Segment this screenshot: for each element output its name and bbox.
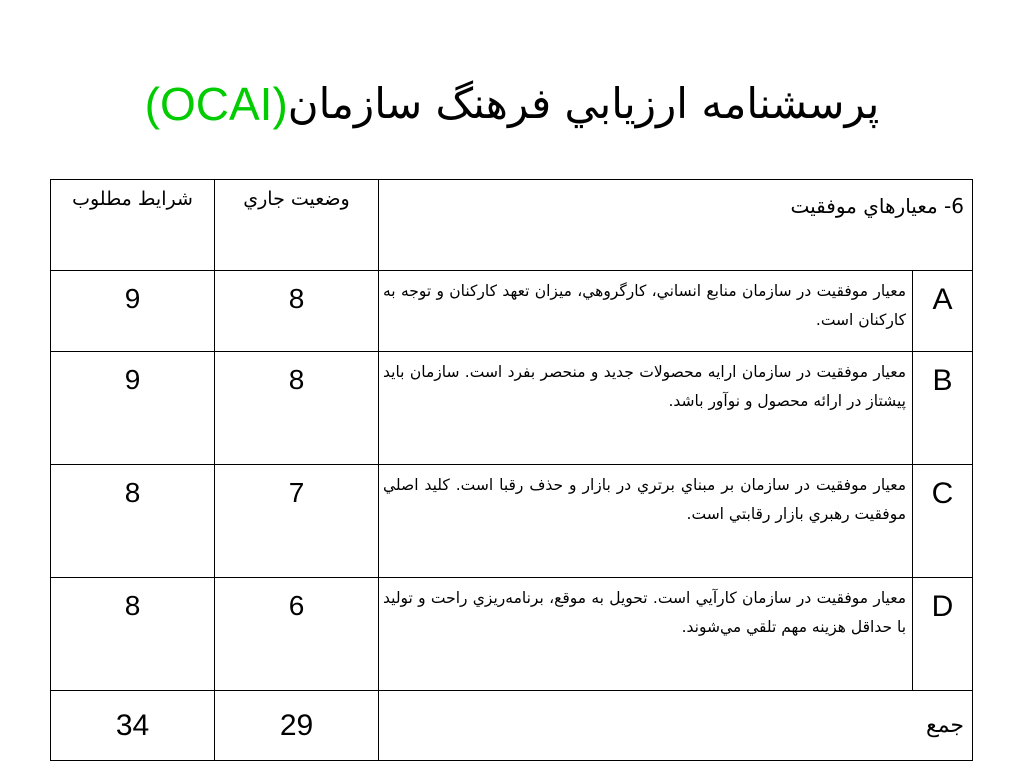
desired-score: 9 xyxy=(51,271,215,352)
section-title: 6- معيارهاي موفقيت xyxy=(379,180,973,271)
row-description: معيار موفقيت در سازمان كارآيي است. تحويل به موقع، برنامه‌ريزي راحت و توليد با حداقل هزينه مهم تلقي مي‌شوند. xyxy=(379,578,913,691)
total-desired: 34 xyxy=(51,691,215,761)
total-current: 29 xyxy=(215,691,379,761)
table-row xyxy=(51,352,973,465)
row-description: معيار موفقيت در سازمان بر مبناي برتري در بازار و حذف رقبا است. كليد اصلي موفقيت رهبري بازار رقابتي است. xyxy=(379,465,913,578)
desired-score: 8 xyxy=(51,465,215,578)
total-label: جمع xyxy=(379,691,973,761)
survey-table xyxy=(50,179,973,761)
row-letter: C xyxy=(913,465,973,578)
row-letter: D xyxy=(913,578,973,691)
current-score: 7 xyxy=(215,465,379,578)
row-description: معيار موفقيت در سازمان ارايه محصولات جديد و منحصر بفرد است. سازمان بايد پيشتاز در ارائه محصول و نوآور باشد. xyxy=(379,352,913,465)
table-row xyxy=(51,465,973,578)
desired-score: 9 xyxy=(51,352,215,465)
title-acronym: (OCAI) xyxy=(144,78,288,130)
total-row xyxy=(51,691,973,761)
current-score: 6 xyxy=(215,578,379,691)
slide-title xyxy=(0,68,1024,140)
row-letter: B xyxy=(913,352,973,465)
current-status-header: وضعيت جاري xyxy=(215,180,379,271)
table-row xyxy=(51,271,973,352)
desired-score: 8 xyxy=(51,578,215,691)
current-score: 8 xyxy=(215,271,379,352)
header-row xyxy=(51,180,973,271)
row-description: معيار موفقيت در سازمان منابع انساني، كارگروهي، ميزان تعهد كاركنان و توجه به كاركنان است. xyxy=(379,271,913,352)
current-score: 8 xyxy=(215,352,379,465)
title-text: پرسشنامه ارزيابي فرهنگ سازمان xyxy=(287,79,880,128)
table-row xyxy=(51,578,973,691)
row-letter: A xyxy=(913,271,973,352)
desired-condition-header: شرايط مطلوب xyxy=(51,180,215,271)
